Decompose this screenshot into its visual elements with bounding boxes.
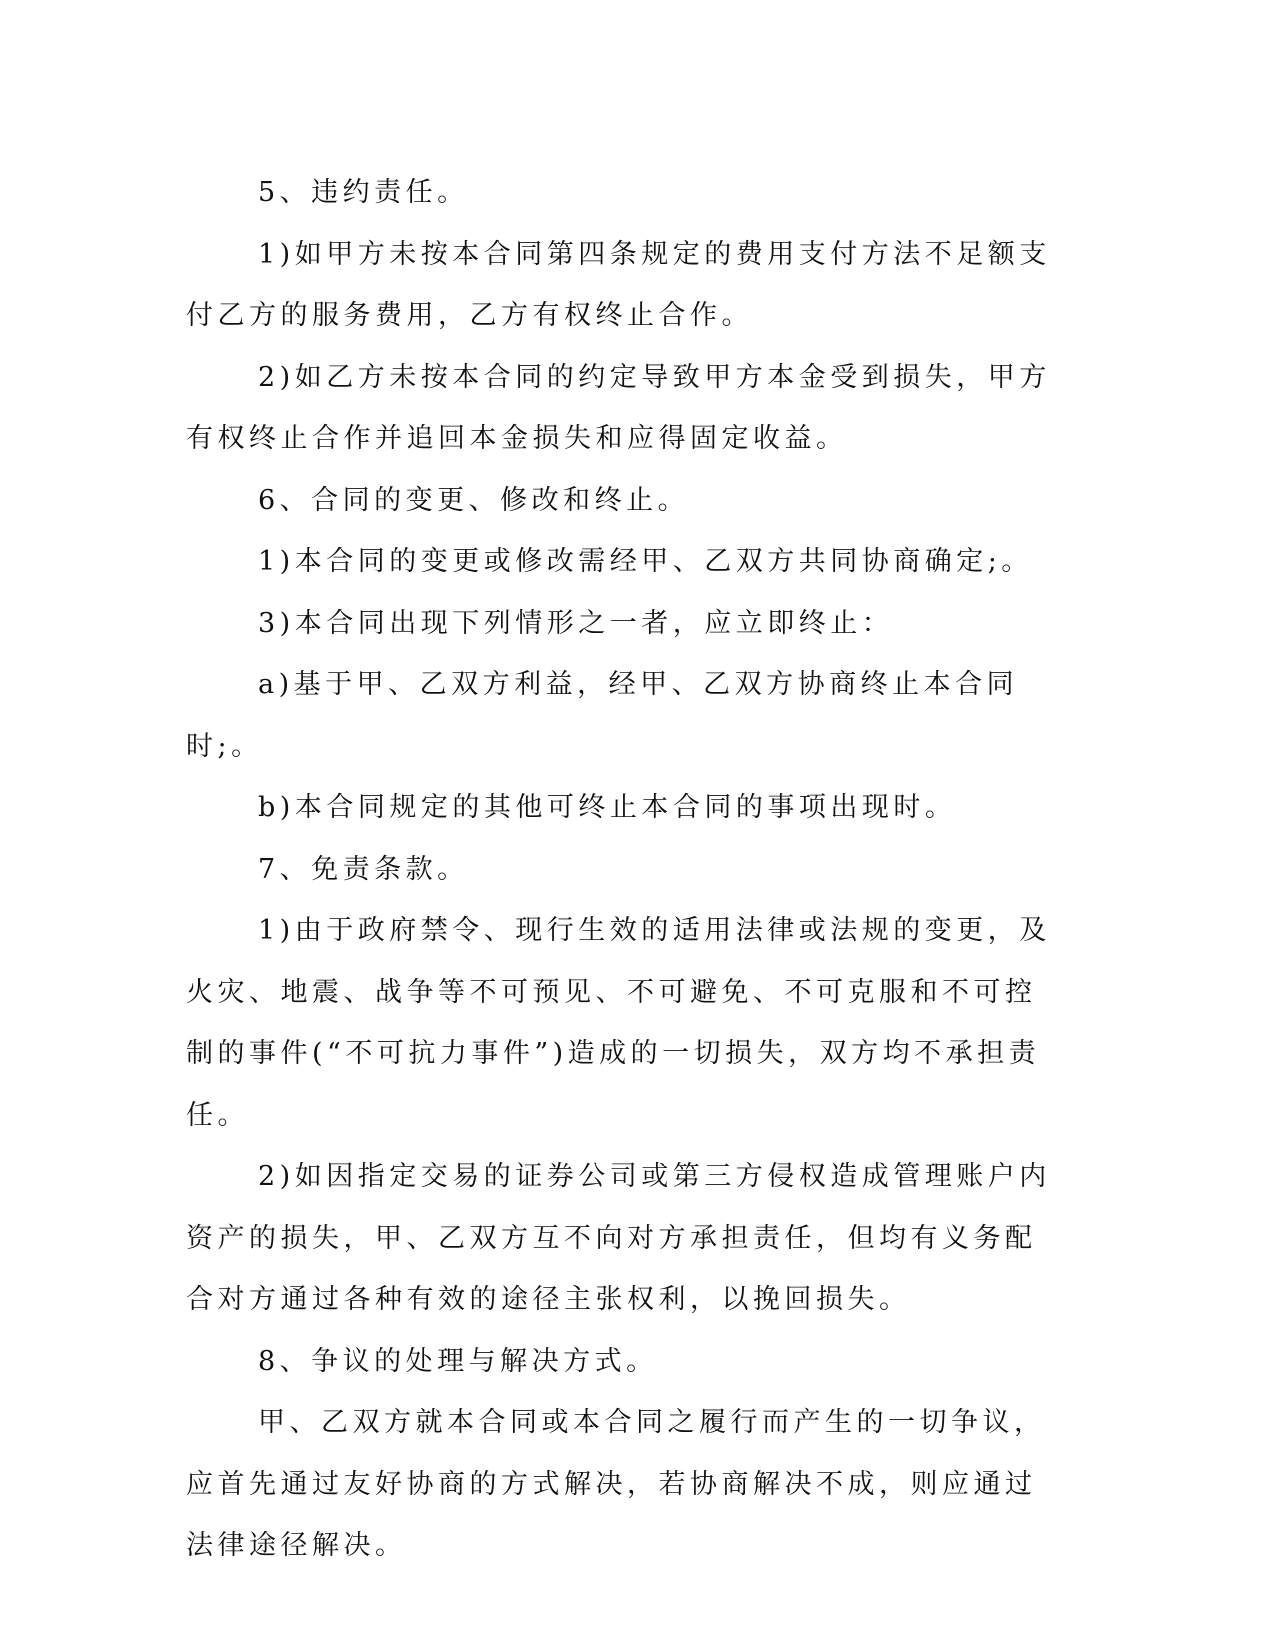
clause-6-1: 1)本合同的变更或修改需经甲、乙双方共同协商确定;。: [258, 546, 1033, 577]
clause-5-1: 1)如甲方未按本合同第四条规定的费用支付方法不足额支付乙方的服务费用，乙方有权终止合作。: [186, 238, 1051, 331]
section-heading-dispute-resolution: 8、争议的处理与解决方式。: [258, 1345, 658, 1377]
section-heading-breach-liability: 5、违约责任。: [258, 177, 469, 208]
clause-6-3: 3)本合同出现下列情形之一者，应立即终止：: [258, 607, 894, 639]
document-body: [186, 162, 1066, 1577]
clause-7-2: 2)如因指定交易的证券公司或第三方侵权造成管理账户内资产的损失，甲、乙双方互不向对方承担责任，但均有义务配合对方通过各种有效的途径主张权利，以挽回损失。: [186, 1161, 1051, 1315]
clause-8-body: 甲、乙双方就本合同或本合同之履行而产生的一切争议，应首先通过友好协商的方式解决，若协商解决不成，则应通过法律途径解决。: [186, 1407, 1046, 1561]
section-heading-contract-changes: 6、合同的变更、修改和终止。: [258, 484, 690, 516]
clause-7-1: 1)由于政府禁令、现行生效的适用法律或法规的变更，及火灾、地震、战争等不可预见、不可避免、不可克服和不可控制的事件(“不可抗力事件”)造成的一切损失，双方均不承担责任。: [186, 915, 1051, 1131]
clause-5-2: 2)如乙方未按本合同的约定导致甲方本金受到损失，甲方有权终止合作并追回本金损失和应得固定收益。: [186, 361, 1051, 454]
clause-6-3-b: b)本合同规定的其他可终止本合同的事项出现时。: [258, 792, 957, 823]
clause-6-3-a: a)基于甲、乙双方利益，经甲、乙双方协商终止本合同时;。: [186, 669, 1019, 762]
section-heading-exemption: 7、免责条款。: [258, 853, 469, 885]
